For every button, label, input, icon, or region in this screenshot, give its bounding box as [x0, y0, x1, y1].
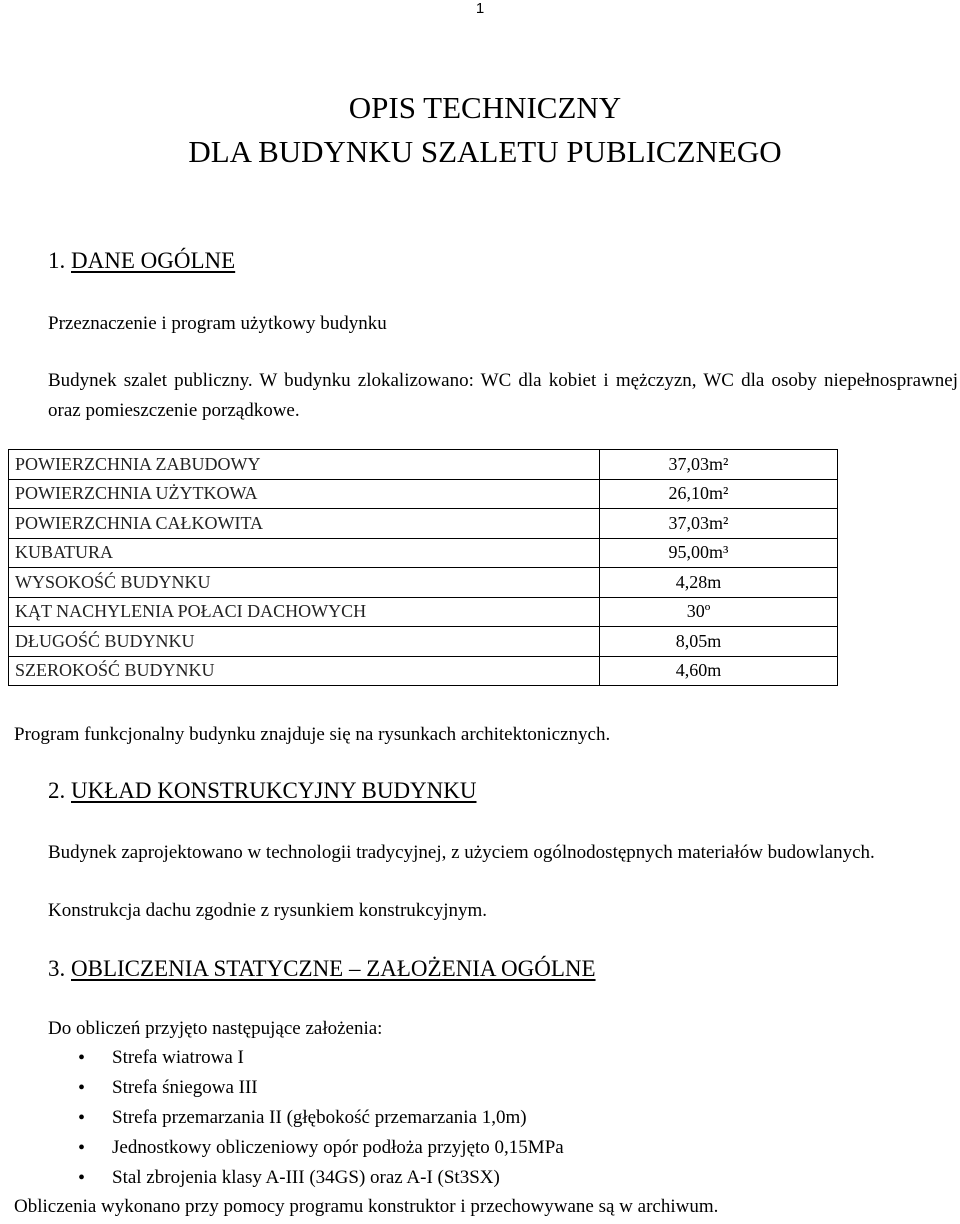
list-item: • Jednostkowy obliczeniowy opór podłoża przyjęto 0,15MPa [48, 1133, 564, 1163]
param-value: 4,60m [600, 656, 838, 686]
param-label: POWIERZCHNIA UŻYTKOWA [9, 479, 600, 509]
building-parameters-table [8, 449, 838, 686]
table-row [9, 568, 838, 598]
param-label: DŁUGOŚĆ BUDYNKU [9, 627, 600, 657]
section2-roof-note: Konstrukcja dachu zgodnie z rysunkiem konstrukcyjnym. [48, 900, 488, 921]
section1-title: DANE OGÓLNE [71, 248, 236, 273]
list-item: • Strefa przemarzania II (głębokość przemarzania 1,0m) [48, 1103, 564, 1133]
table-row [9, 597, 838, 627]
list-item: • Strefa wiatrowa I [48, 1043, 564, 1073]
param-value: 37,03m² [600, 450, 838, 480]
param-label: WYSOKOŚĆ BUDYNKU [9, 568, 600, 598]
param-label: POWIERZCHNIA ZABUDOWY [9, 450, 600, 480]
section3-title: OBLICZENIA STATYCZNE – ZAŁOŻENIA OGÓLNE [71, 956, 596, 981]
param-value: 37,03m² [600, 509, 838, 539]
assumptions-list [48, 1043, 564, 1193]
table-row [9, 627, 838, 657]
param-label: SZEROKOŚĆ BUDYNKU [9, 656, 600, 686]
list-item: • Stal zbrojenia klasy A-III (34GS) oraz A-I (St3SX) [48, 1163, 564, 1193]
param-value: 8,05m [600, 627, 838, 657]
page-number: 1 [475, 0, 485, 17]
param-label: KĄT NACHYLENIA POŁACI DACHOWYCH [9, 597, 600, 627]
param-value: 26,10m² [600, 479, 838, 509]
table-row [9, 450, 838, 480]
document-title-line2: DLA BUDYNKU SZALETU PUBLICZNEGO [188, 134, 782, 169]
section2-title: UKŁAD KONSTRUKCYJNY BUDYNKU [71, 778, 477, 803]
section2-text: Budynek zaprojektowano w technologii tradycyjnej, z użyciem ogólnodostępnych materiałów budowlanych. [48, 842, 875, 863]
section2-heading [48, 778, 477, 804]
list-item: • Strefa śniegowa III [48, 1073, 564, 1103]
param-label: POWIERZCHNIA CAŁKOWITA [9, 509, 600, 539]
document-title-line1: OPIS TECHNICZNY [348, 90, 622, 125]
section3-number: 3. [48, 956, 66, 981]
param-value: 95,00m³ [600, 538, 838, 568]
table-row [9, 479, 838, 509]
section3-heading [48, 956, 596, 982]
table-row [9, 509, 838, 539]
section1-heading [48, 248, 235, 274]
section1-number: 1. [48, 248, 66, 273]
table-row [9, 656, 838, 686]
section1-description: Budynek szalet publiczny. W budynku zlokalizowano: WC dla kobiet i mężczyzn, WC dla osoby niepełnosprawnej oraz pomieszczenie porządkowe. [48, 370, 958, 421]
section2-number: 2. [48, 778, 66, 803]
param-value: 4,28m [600, 568, 838, 598]
program-note: Program funkcjonalny budynku znajduje się na rysunkach architektonicznych. [14, 724, 611, 745]
param-value: 30º [600, 597, 838, 627]
section1-subheading: Przeznaczenie i program użytkowy budynku [48, 313, 387, 334]
table-row [9, 538, 838, 568]
param-label: KUBATURA [9, 538, 600, 568]
closing-note: Obliczenia wykonano przy pomocy programu konstruktor i przechowywane są w archiwum. [14, 1196, 719, 1217]
section3-intro: Do obliczeń przyjęto następujące założenia: [48, 1018, 383, 1039]
